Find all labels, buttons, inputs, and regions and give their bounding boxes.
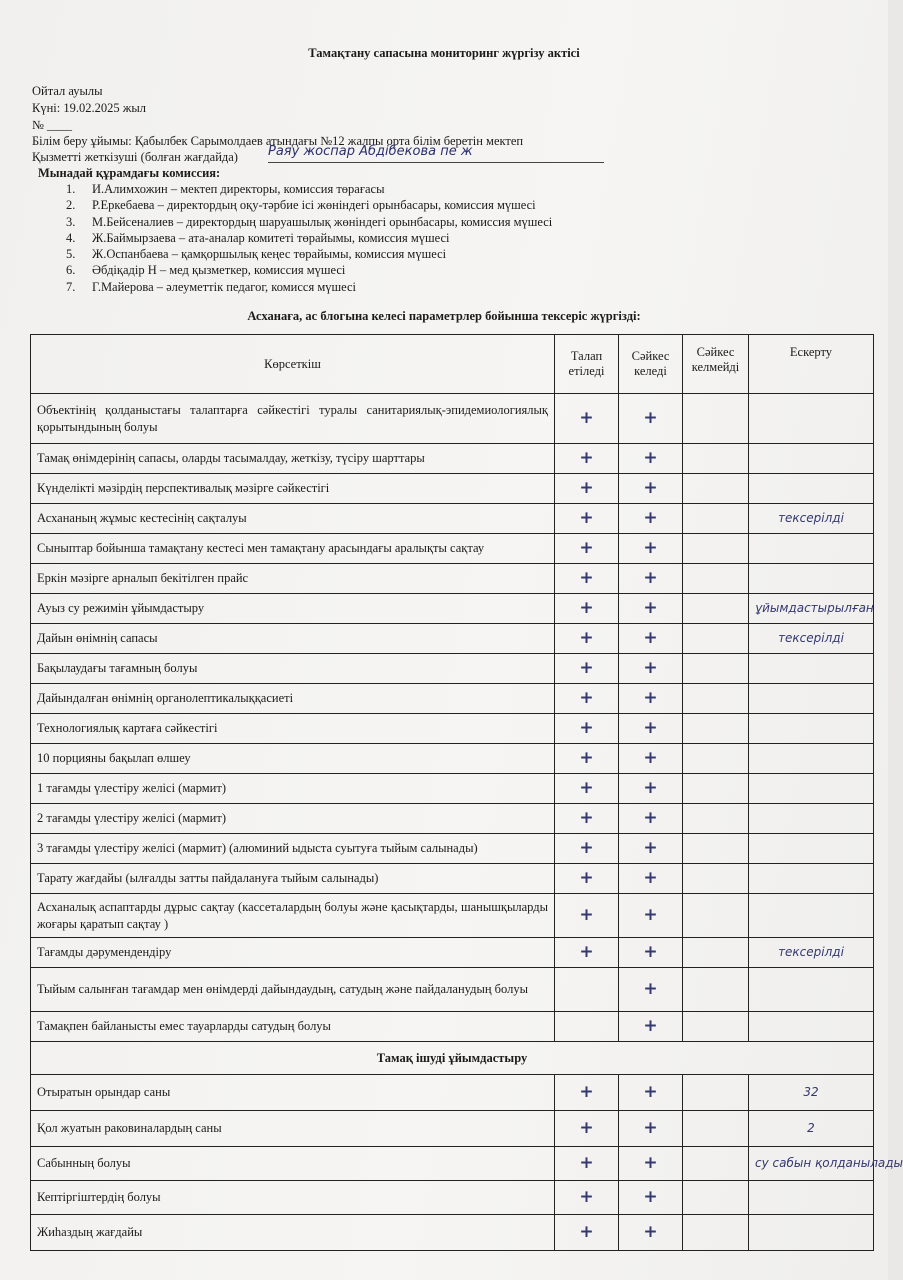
indicator-cell — [31, 684, 555, 714]
required-cell — [555, 714, 619, 744]
complies-cell-text: + — [643, 1016, 658, 1036]
complies-cell-text: + — [643, 838, 658, 858]
table-row — [31, 714, 874, 744]
complies-cell — [619, 654, 683, 684]
complies-cell-text: + — [643, 1153, 658, 1173]
not-complies-cell — [683, 834, 749, 864]
required-cell — [555, 1075, 619, 1111]
indicator-cell — [31, 938, 555, 968]
remark-cell — [749, 474, 874, 504]
table-row — [31, 1012, 874, 1042]
required-cell — [555, 968, 619, 1012]
organization-line: Білім беру ұйымы: Қабылбек Сарымолдаев атындағы №12 жалпы орта білім беретін мектеп — [32, 134, 524, 148]
table-row — [31, 684, 874, 714]
indicator-cell-text: 1 тағамды үлестіру желісі (мармит) — [37, 781, 226, 795]
indicator-cell-text: 10 порцияны бақылап өлшеу — [37, 751, 191, 765]
complies-cell-text: + — [643, 748, 658, 768]
date-line: Күні: 19.02.2025 жыл — [32, 101, 146, 115]
complies-cell — [619, 394, 683, 444]
required-cell — [555, 1215, 619, 1251]
complies-cell — [619, 834, 683, 864]
required-cell-text: + — [579, 628, 594, 648]
required-cell — [555, 1012, 619, 1042]
required-cell-text: + — [579, 942, 594, 962]
section-row — [31, 1042, 874, 1075]
not-complies-cell — [683, 504, 749, 534]
complies-cell — [619, 968, 683, 1012]
member-item: 7. Г.Майерова – әлеуметтік педагог, комисся мүшесі — [66, 279, 356, 294]
required-cell-text: + — [579, 1153, 594, 1173]
not-complies-cell — [683, 394, 749, 444]
remark-cell — [749, 774, 874, 804]
inspection-heading: Асханаға, ас блогына келесі параметрлер бойынша тексеріс жүргізді: — [247, 309, 641, 323]
complies-cell-text: + — [643, 1222, 658, 1242]
indicator-cell — [31, 504, 555, 534]
table-header-row — [31, 335, 874, 394]
remark-cell — [749, 654, 874, 684]
complies-cell-text: + — [643, 979, 658, 999]
table-row — [31, 968, 874, 1012]
required-cell — [555, 1147, 619, 1181]
required-cell-text: + — [579, 568, 594, 588]
indicator-cell-text: Сыныптар бойынша тамақтану кестесі мен тамақтану арасындағы аралықты сақтау — [37, 541, 485, 555]
indicator-cell-text: Отыратын орындар саны — [37, 1085, 171, 1099]
not-complies-cell — [683, 594, 749, 624]
remark-cell — [749, 394, 874, 444]
indicator-cell — [31, 1111, 555, 1147]
indicator-cell-text: Күнделікті мәзірдің перспективалық мәзірге сәйкестігі — [37, 481, 330, 495]
complies-cell — [619, 894, 683, 938]
required-cell-text: + — [579, 1118, 594, 1138]
complies-cell — [619, 594, 683, 624]
indicator-cell-text: Тарату жағдайы (ылғалды затты пайдалануға тыйым салынады) — [37, 871, 379, 885]
member-item: 5. Ж.Оспанбаева – қамқоршылық кеңес төрайымы, комиссия мүшесі — [66, 247, 447, 262]
not-complies-cell — [683, 714, 749, 744]
complies-cell-text: + — [643, 808, 658, 828]
member-item: 2. Р.Еркебаева – директордың оқу-тәрбие ісі жөніндегі орынбасары, комиссия мүшесі — [66, 198, 536, 213]
indicator-cell — [31, 534, 555, 564]
remark-cell — [749, 564, 874, 594]
required-cell — [555, 1181, 619, 1215]
not-complies-cell — [683, 804, 749, 834]
required-cell — [555, 744, 619, 774]
indicator-cell — [31, 774, 555, 804]
not-complies-cell — [683, 1012, 749, 1042]
complies-cell-text: + — [643, 1118, 658, 1138]
complies-cell — [619, 1075, 683, 1111]
indicator-cell-text: Сабынның болуы — [37, 1156, 131, 1170]
complies-cell — [619, 684, 683, 714]
remark-cell — [749, 894, 874, 938]
complies-cell — [619, 444, 683, 474]
not-complies-cell — [683, 864, 749, 894]
header-remark: Ескерту — [749, 335, 874, 394]
table-row — [31, 594, 874, 624]
required-cell-text: + — [579, 538, 594, 558]
complies-cell — [619, 1012, 683, 1042]
table-row — [31, 938, 874, 968]
required-cell-text: + — [579, 448, 594, 468]
remark-cell — [749, 1147, 903, 1181]
not-complies-cell — [683, 564, 749, 594]
required-cell — [555, 938, 619, 968]
required-cell — [555, 624, 619, 654]
complies-cell — [619, 504, 683, 534]
required-cell-text: + — [579, 408, 594, 428]
not-complies-cell — [683, 1147, 749, 1181]
complies-cell-text: + — [643, 905, 658, 925]
supplier-handwritten: Раяу жоспар Абдібекова пе ж — [268, 144, 604, 163]
not-complies-cell — [683, 474, 749, 504]
indicator-cell — [31, 624, 555, 654]
remark-cell-text: тексерілді — [778, 631, 844, 645]
indicator-cell — [31, 594, 555, 624]
remark-cell-text: 2 — [807, 1121, 815, 1135]
not-complies-cell — [683, 774, 749, 804]
indicator-cell-text: Технологиялық картаға сәйкестігі — [37, 721, 218, 735]
supplier-label: Қызметті жеткізуші (болған жағдайда) — [32, 150, 238, 164]
required-cell-text: + — [579, 478, 594, 498]
required-cell — [555, 894, 619, 938]
complies-cell — [619, 624, 683, 654]
remark-cell — [749, 744, 874, 774]
section-title: Тамақ ішуді ұйымдастыру — [31, 1042, 874, 1075]
remark-cell — [749, 504, 874, 534]
complies-cell — [619, 1111, 683, 1147]
not-complies-cell — [683, 894, 749, 938]
remark-cell — [749, 444, 874, 474]
indicator-cell — [31, 1181, 555, 1215]
indicator-cell — [31, 804, 555, 834]
indicator-cell — [31, 474, 555, 504]
table-row — [31, 1147, 874, 1181]
table-row — [31, 564, 874, 594]
not-complies-cell — [683, 1215, 749, 1251]
indicator-cell-text: Асхананың жұмыс кестесінің сақталуы — [37, 511, 247, 525]
complies-cell — [619, 938, 683, 968]
table-row — [31, 1111, 874, 1147]
required-cell-text: + — [579, 598, 594, 618]
indicator-cell-text: Тағамды дәрумендендіру — [37, 945, 172, 959]
table-row — [31, 1181, 874, 1215]
required-cell-text: + — [579, 808, 594, 828]
required-cell-text: + — [579, 1187, 594, 1207]
indicator-cell — [31, 744, 555, 774]
table-row — [31, 534, 874, 564]
remark-cell — [749, 804, 874, 834]
remark-cell — [749, 1111, 874, 1147]
required-cell-text: + — [579, 718, 594, 738]
table-row — [31, 1215, 874, 1251]
indicator-cell-text: 3 тағамды үлестіру желісі (мармит) (алюминий ыдыста суытуға тыйым салынады) — [37, 841, 478, 855]
remark-cell — [749, 1215, 874, 1251]
commission-members-list — [66, 182, 552, 296]
not-complies-cell — [683, 1181, 749, 1215]
indicator-cell — [31, 1012, 555, 1042]
village-line: Ойтал ауылы — [32, 84, 103, 98]
complies-cell-text: + — [643, 658, 658, 678]
indicator-cell-text: Тамақпен байланысты емес тауарларды сатудың болуы — [37, 1019, 331, 1033]
required-cell — [555, 594, 619, 624]
table-row — [31, 444, 874, 474]
remark-cell — [749, 624, 874, 654]
remark-cell-text: 32 — [803, 1085, 819, 1099]
remark-cell — [749, 1012, 874, 1042]
indicator-cell-text: Тыйым салынған тағамдар мен өнімдерді дайындаудың, сатудың және пайдаланудың болуы — [37, 982, 528, 996]
table-row — [31, 864, 874, 894]
table-row — [31, 774, 874, 804]
remark-cell — [749, 714, 874, 744]
required-cell — [555, 834, 619, 864]
required-cell — [555, 684, 619, 714]
indicator-cell — [31, 864, 555, 894]
document-title: Тамақтану сапасына мониторинг жүргізу актісі — [308, 46, 580, 60]
table-row — [31, 504, 874, 534]
remark-cell — [749, 1181, 874, 1215]
complies-cell-text: + — [643, 598, 658, 618]
table-row — [31, 834, 874, 864]
required-cell — [555, 504, 619, 534]
complies-cell-text: + — [643, 538, 658, 558]
required-cell-text: + — [579, 838, 594, 858]
not-complies-cell — [683, 654, 749, 684]
indicator-cell-text: Бақылаудағы тағамның болуы — [37, 661, 198, 675]
inspection-table — [30, 334, 903, 1251]
remark-cell — [749, 834, 874, 864]
complies-cell-text: + — [643, 628, 658, 648]
complies-cell-text: + — [643, 408, 658, 428]
not-complies-cell — [683, 744, 749, 774]
complies-cell-text: + — [643, 688, 658, 708]
indicator-cell-text: Жиһаздың жағдайы — [37, 1225, 143, 1239]
indicator-cell — [31, 1075, 555, 1111]
indicator-cell — [31, 714, 555, 744]
complies-cell-text: + — [643, 1082, 658, 1102]
complies-cell-text: + — [643, 1187, 658, 1207]
required-cell-text: + — [579, 905, 594, 925]
remark-cell — [749, 864, 874, 894]
table-row — [31, 474, 874, 504]
indicator-cell — [31, 1215, 555, 1251]
complies-cell — [619, 744, 683, 774]
table-body — [31, 394, 903, 1251]
complies-cell-text: + — [643, 448, 658, 468]
remark-cell — [749, 594, 874, 624]
required-cell-text: + — [579, 868, 594, 888]
indicator-cell-text: Ауыз су режимін ұйымдастыру — [37, 601, 205, 615]
required-cell-text: + — [579, 748, 594, 768]
header-not-complies: Сәйкес келмейді — [683, 335, 749, 394]
required-cell — [555, 394, 619, 444]
indicator-cell — [31, 834, 555, 864]
indicator-cell-text: Кептіргіштердің болуы — [37, 1190, 161, 1204]
complies-cell — [619, 804, 683, 834]
complies-cell — [619, 714, 683, 744]
required-cell-text: + — [579, 658, 594, 678]
table-row — [31, 744, 874, 774]
indicator-cell — [31, 1147, 555, 1181]
required-cell — [555, 864, 619, 894]
complies-cell-text: + — [643, 478, 658, 498]
required-cell — [555, 564, 619, 594]
indicator-cell — [31, 444, 555, 474]
indicator-cell-text: Асханалық аспаптарды дұрыс сақтау (кассеталардың болуы және қасықтарды, шанышқыларды жоғары қаратып сақтау ) — [37, 899, 548, 931]
complies-cell-text: + — [643, 778, 658, 798]
required-cell — [555, 444, 619, 474]
indicator-cell-text: 2 тағамды үлестіру желісі (мармит) — [37, 811, 226, 825]
table-row — [31, 394, 874, 444]
complies-cell — [619, 1147, 683, 1181]
complies-cell-text: + — [643, 568, 658, 588]
indicator-cell — [31, 654, 555, 684]
table-row — [31, 804, 874, 834]
required-cell — [555, 654, 619, 684]
complies-cell-text: + — [643, 508, 658, 528]
table-row — [31, 624, 874, 654]
complies-cell — [619, 1181, 683, 1215]
required-cell — [555, 774, 619, 804]
required-cell-text: + — [579, 1082, 594, 1102]
indicator-cell-text: Тамақ өнімдерінің сапасы, оларды тасымалдау, жеткізу, түсіру шарттары — [37, 451, 425, 465]
complies-cell — [619, 864, 683, 894]
indicator-cell — [31, 894, 555, 938]
not-complies-cell — [683, 1111, 749, 1147]
complies-cell — [619, 534, 683, 564]
member-item: 1. И.Алимхожин – мектеп директоры, комиссия төрағасы — [66, 182, 385, 196]
header-complies: Сәйкес келеді — [619, 335, 683, 394]
indicator-cell-text: Дайындалған өнімнің органолептикалыққасиеті — [37, 691, 294, 705]
remark-cell — [749, 1075, 874, 1111]
remark-cell — [749, 684, 874, 714]
complies-cell-text: + — [643, 868, 658, 888]
number-line: № ____ — [32, 118, 73, 132]
complies-cell-text: + — [643, 942, 658, 962]
not-complies-cell — [683, 968, 749, 1012]
table-row — [31, 894, 874, 938]
required-cell — [555, 534, 619, 564]
required-cell-text: + — [579, 778, 594, 798]
complies-cell — [619, 474, 683, 504]
indicator-cell-text: Еркін мәзірге арналып бекітілген прайс — [37, 571, 249, 585]
member-item: 4. Ж.Баймырзаева – ата-аналар комитеті төрайымы, комиссия мүшесі — [66, 230, 450, 245]
required-cell-text: + — [579, 1222, 594, 1242]
member-item: 3. М.Бейсеналиев – директордың шаруашылық жөніндегі орынбасары, комиссия мүшесі — [66, 214, 553, 229]
indicator-cell — [31, 564, 555, 594]
remark-cell-text: ұйымдастырылған — [755, 601, 874, 615]
remark-cell — [749, 938, 874, 968]
not-complies-cell — [683, 1075, 749, 1111]
header-required: Талап етіледі — [555, 335, 619, 394]
not-complies-cell — [683, 938, 749, 968]
required-cell-text: + — [579, 688, 594, 708]
indicator-cell-text: Объектінің қолданыстағы талаптарға сәйкестігі туралы санитариялық-эпидемиологиялық қорытындының болуы — [37, 402, 548, 434]
remark-cell-text: су сабын қолданылады — [755, 1156, 903, 1170]
complies-cell-text: + — [643, 718, 658, 738]
not-complies-cell — [683, 624, 749, 654]
required-cell — [555, 474, 619, 504]
indicator-cell-text: Дайын өнімнің сапасы — [37, 631, 158, 645]
indicator-cell — [31, 968, 555, 1012]
remark-cell — [749, 968, 874, 1012]
complies-cell — [619, 1215, 683, 1251]
not-complies-cell — [683, 534, 749, 564]
remark-cell-text: тексерілді — [778, 945, 844, 959]
remark-cell — [749, 534, 874, 564]
indicator-cell — [31, 394, 555, 444]
member-item: 6. Әбдіқадір Н – мед қызметкер, комиссия мүшесі — [66, 263, 346, 278]
required-cell — [555, 804, 619, 834]
header-indicator: Көрсеткіш — [31, 335, 555, 394]
required-cell-text: + — [579, 508, 594, 528]
not-complies-cell — [683, 444, 749, 474]
indicator-cell-text: Қол жуатын раковиналардың саны — [37, 1121, 222, 1135]
table-row — [31, 654, 874, 684]
complies-cell — [619, 774, 683, 804]
commission-heading: Мынадай құрамдағы комиссия: — [38, 166, 221, 180]
required-cell — [555, 1111, 619, 1147]
remark-cell-text: тексерілді — [778, 511, 844, 525]
not-complies-cell — [683, 684, 749, 714]
table-row — [31, 1075, 874, 1111]
complies-cell — [619, 564, 683, 594]
